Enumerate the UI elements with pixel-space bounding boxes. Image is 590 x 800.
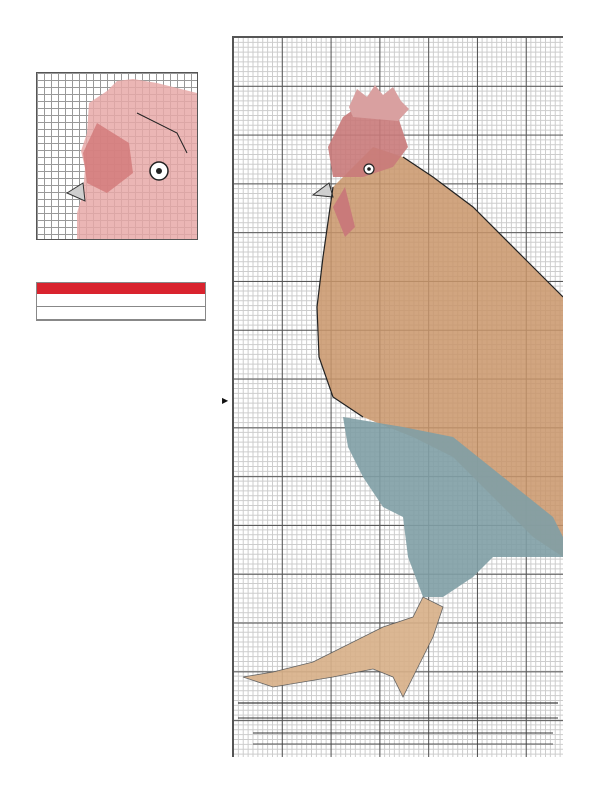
- legend-section-cross-stitch: [37, 294, 205, 307]
- legend-section-backstitch: [37, 307, 205, 320]
- detail-preview: [36, 72, 198, 240]
- color-legend: [36, 282, 206, 321]
- chart-top-ticks: [232, 24, 562, 34]
- cross-stitch-chart: [232, 36, 563, 757]
- rooster-head-detail: [37, 73, 197, 239]
- center-arrow-icon: ▶: [222, 396, 229, 405]
- rooster-pattern: [233, 37, 563, 757]
- legend-title: [37, 283, 205, 294]
